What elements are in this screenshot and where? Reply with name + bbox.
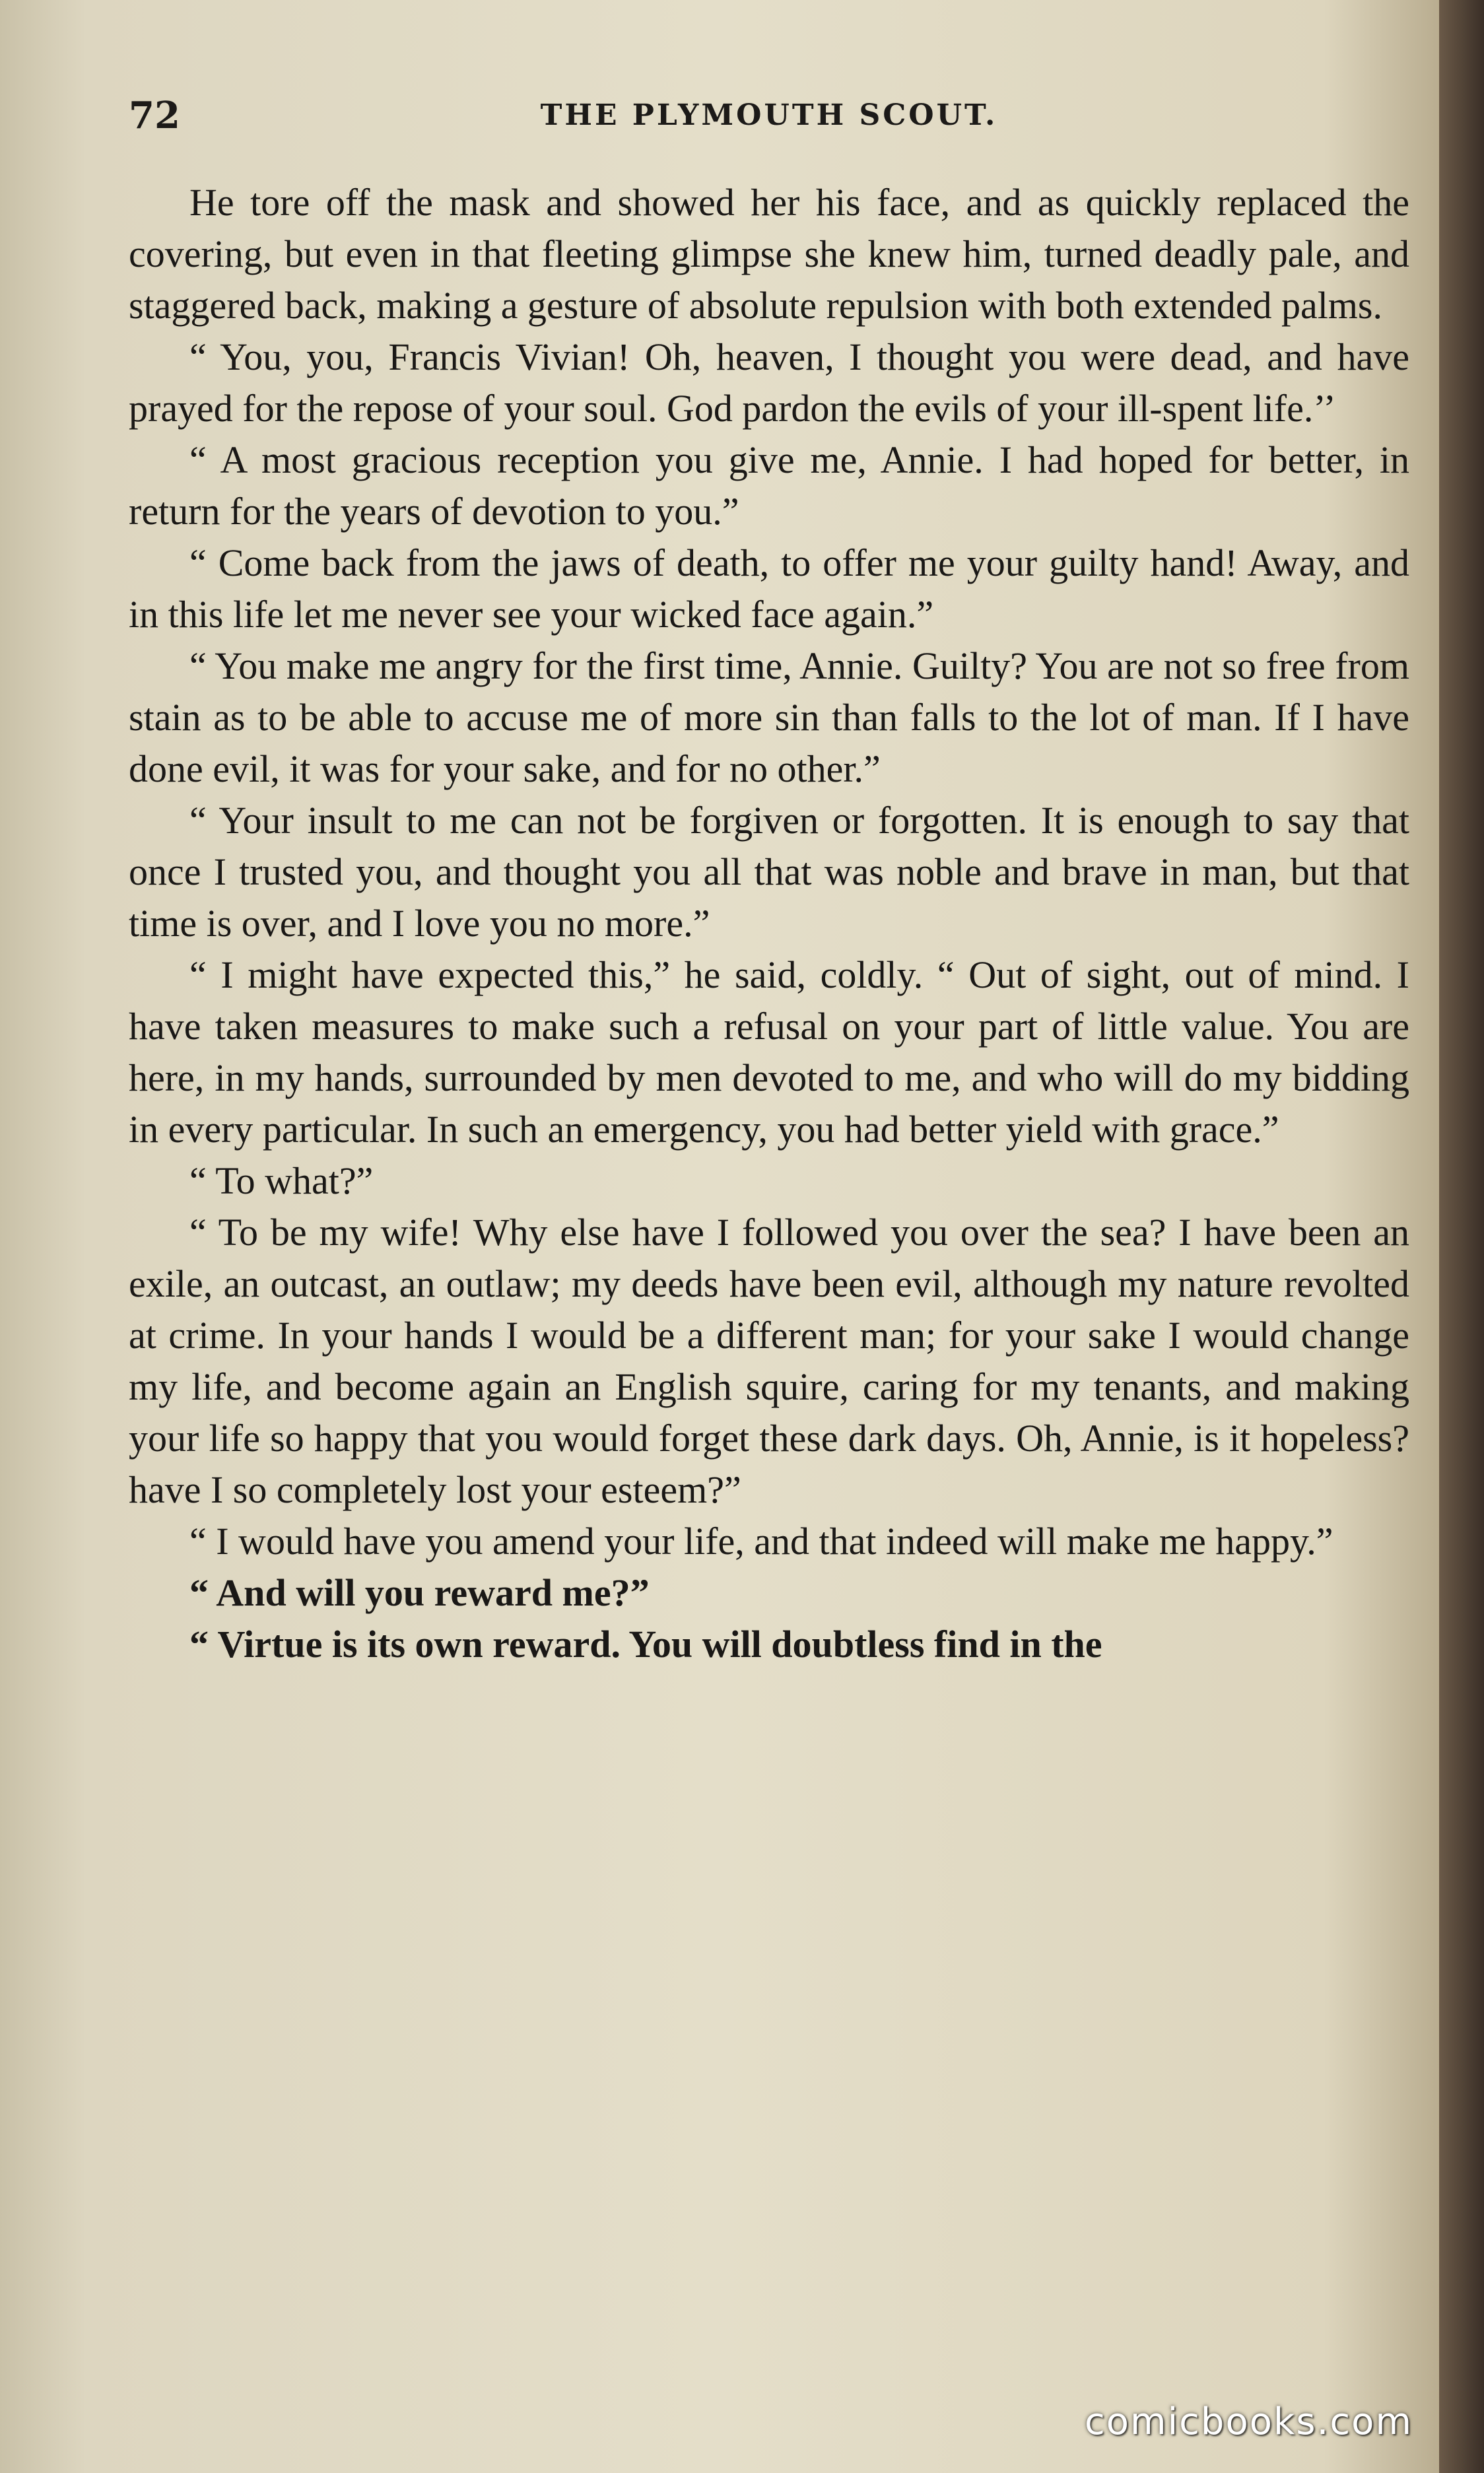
watermark: comicbooks.com (1084, 2400, 1413, 2443)
page-number: 72 (129, 94, 180, 137)
paragraph: “ Your insult to me can not be forgiven or forgotten. It is enough to say that once I trusted you, and thought you all that was noble and brave in man, but that time is over, and I love you no more.” (129, 799, 1409, 945)
paragraph: “ I might have expected this,” he said, coldly. “ Out of sight, out of mind. I have taken measures to make such a refusal on your part of little value. You are here, in my hands, surrounded by men devoted to me, and who will do my bidding in every particular. In such an emergency, you had better yield with grace.” (129, 953, 1409, 1151)
paragraph: “ Virtue is its own reward. You will doubtless find in the (189, 1623, 1102, 1666)
page-header (129, 89, 1409, 142)
paragraph: “ You make me angry for the first time, Annie. Guilty? You are not so free from stain as to be able to accuse me of more sin than falls to the lot of man. If I have done evil, it was for your sake, and for no other.” (129, 644, 1409, 790)
paragraph: “ And will you reward me?” (189, 1571, 650, 1614)
page-edge (1439, 0, 1484, 2473)
running-head: THE PLYMOUTH SCOUT. (540, 98, 998, 132)
paragraph: “ A most gracious reception you give me, Annie. I had hoped for better, in return for the years of devotion to you.” (129, 438, 1409, 533)
paragraph: “ I would have you amend your life, and that indeed will make me happy.” (189, 1520, 1333, 1563)
body-text (129, 177, 1409, 1670)
paragraph: He tore off the mask and showed her his face, and as quickly replaced the covering, but even in that fleeting glimpse she knew him, turned deadly pale, and staggered back, making a gesture of absolute repulsion with both extended palms. (129, 181, 1409, 327)
paragraph: “ Come back from the jaws of death, to offer me your guilty hand! Away, and in this life let me never see your wicked face again.” (129, 541, 1409, 636)
paragraph: “ You, you, Francis Vivian! Oh, heaven, I thought you were dead, and have prayed for the repose of your soul. God pardon the evils of your ill-spent life.’’ (129, 335, 1409, 430)
paragraph: “ To be my wife! Why else have I followed you over the sea? I have been an exile, an outcast, an outlaw; my deeds have been evil, although my nature revolted at crime. In your hands I would be a different man; for your sake I would change my life, and become again an English squire, caring for my tenants, and making your life so happy that you would forget these dark days. Oh, Annie, is it hopeless? have I so completely lost your esteem?” (129, 1211, 1409, 1511)
paragraph: “ To what?” (189, 1159, 374, 1202)
